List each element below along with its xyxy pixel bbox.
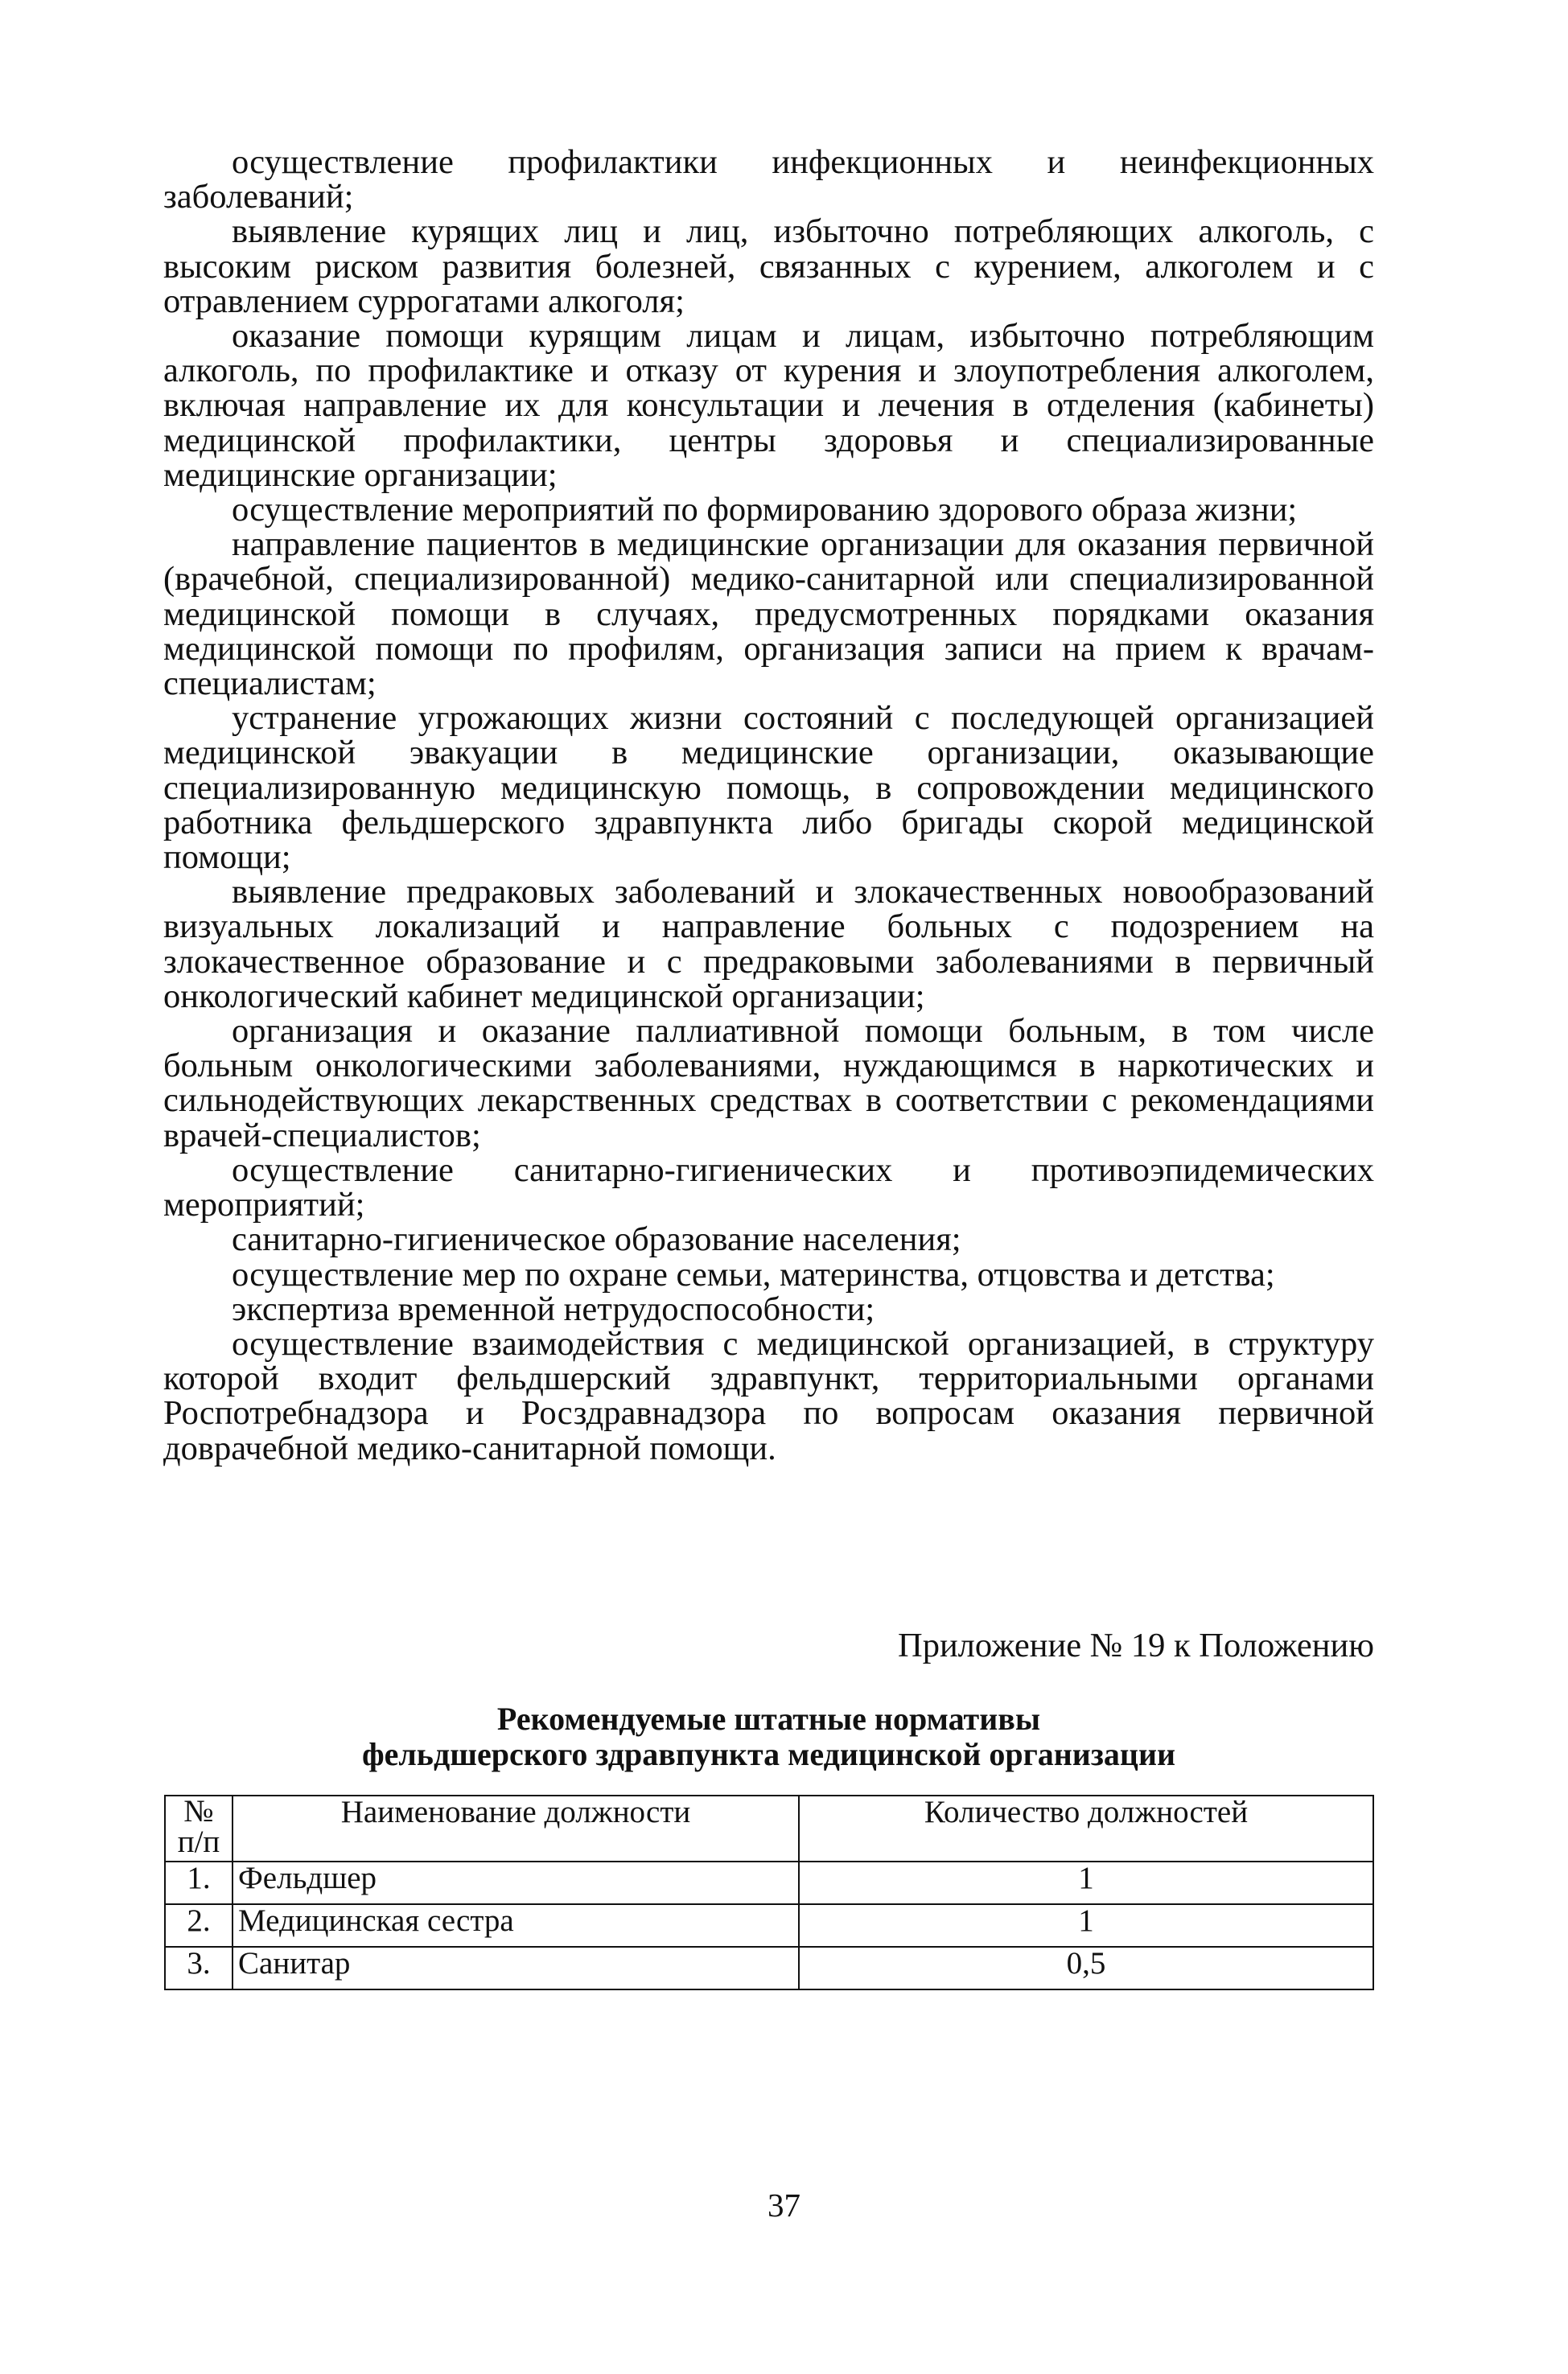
row-position-count: 0,5: [799, 1947, 1373, 1989]
row-number: 2.: [165, 1904, 233, 1947]
row-number: 1.: [165, 1862, 233, 1904]
row-position-name: Фельдшер: [233, 1862, 799, 1904]
row-position-count: 1: [799, 1862, 1373, 1904]
header-number-line-2: п/п: [177, 1825, 220, 1859]
row-position-name: Санитар: [233, 1947, 799, 1989]
page-number: 37: [768, 2187, 800, 2224]
paragraph-8: осуществление санитарно-гигиенических и противоэпидемических мероприятий;: [163, 1150, 1374, 1224]
row-position-name: Медицинская сестра: [233, 1904, 799, 1947]
paragraph-1: выявление курящих лиц и лиц, избыточно потребляющих алкоголь, с высоким риском развития болезней, связанных с курением, алкоголем и с отравлением суррогатами алкоголя;: [163, 212, 1374, 320]
paragraph-7: организация и оказание паллиативной помощи больным, в том числе больным онкологическими заболеваниями, нуждающимся в наркотических и сильнодействующих лекарственных средствах в соответствии с рекомендациями врачей-специалистов;: [163, 1012, 1374, 1154]
title-line-1: Рекомендуемые штатные нормативы: [496, 1701, 1041, 1737]
paragraph-6: выявление предраковых заболеваний и злокачественных новообразований визуальных локализаций и направление больных с подозрением на злокачественное образование и с предраковыми заболеваниями в первичный онкологический кабинет медицинской организации;: [163, 873, 1374, 1015]
header-number-line-1: №: [183, 1794, 214, 1829]
row-position-count: 1: [799, 1904, 1373, 1947]
appendix-note: Приложение № 19 к Положению: [898, 1627, 1374, 1664]
table-row: [165, 1947, 1373, 1989]
body-text: [163, 145, 1374, 1466]
paragraph-12: осуществление взаимодействия с медицинской организацией, в структуру которой входит фельдшерский здравпункт, территориальными органами Роспотребнадзора и Росздравнадзора по вопросам оказания первичной доврачебной медико-санитарной помощи.: [163, 1324, 1374, 1467]
document-title: [163, 1701, 1374, 1772]
paragraph-10: осуществление мер по охране семьи, материнства, отцовства и детства;: [232, 1255, 1275, 1294]
row-number: 3.: [165, 1947, 233, 1989]
header-position-name: Наименование должности: [233, 1796, 799, 1862]
paragraph-3: осуществление мероприятий по формированию здорового образа жизни;: [232, 491, 1298, 529]
title-line-2: фельдшерского здравпункта медицинской организации: [361, 1736, 1176, 1772]
table-row: [165, 1862, 1373, 1904]
header-number: [165, 1796, 233, 1862]
paragraph-11: экспертиза временной нетрудоспособности;: [232, 1290, 875, 1328]
staffing-table: [164, 1795, 1374, 1990]
table-header-row: [165, 1796, 1373, 1862]
paragraph-5: устранение угрожающих жизни состояний с последующей организацией медицинской эвакуации в медицинские организации, оказывающие специализированную медицинскую помощь, в сопровождении медицинского работника фельдшерского здравпункта либо бригады скорой медицинской помощи;: [163, 699, 1374, 877]
paragraph-4: направление пациентов в медицинские организации для оказания первичной (врачебной, специализированной) медико-санитарной или специализированной медицинской помощи в случаях, предусмотренных порядками оказания медицинской помощи по профилям, организация записи на прием к врачам-специалистам;: [163, 525, 1374, 703]
table-row: [165, 1904, 1373, 1947]
paragraph-0: осуществление профилактики инфекционных и неинфекционных заболеваний;: [163, 143, 1374, 216]
header-position-count: Количество должностей: [799, 1796, 1373, 1862]
paragraph-9: санитарно-гигиеническое образование населения;: [232, 1220, 961, 1259]
paragraph-2: оказание помощи курящим лицам и лицам, избыточно потребляющим алкоголь, по профилактике и отказу от курения и злоупотребления алкоголем, включая направление их для консультации и лечения в отделения (кабинеты) медицинской профилактики, центры здоровья и специализированные медицинские организации;: [163, 317, 1374, 494]
